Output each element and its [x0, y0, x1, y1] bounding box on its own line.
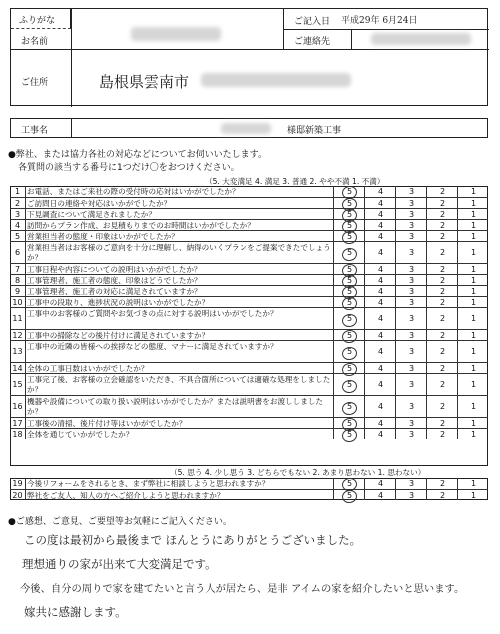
question-row: [10, 307, 488, 329]
question-text: お電話、またはご来社の際の受付時の応対はいかがでしたか？: [27, 187, 240, 196]
contact-redacted: [371, 33, 471, 45]
question-row: [10, 285, 488, 296]
question-number: 12: [10, 330, 26, 340]
score-option-1[interactable]: 1: [457, 198, 489, 208]
comment-line-1: この度は最初から最後まで ほんとうにありがとうございました。: [24, 533, 362, 547]
score-option-5[interactable]: 5: [333, 308, 365, 329]
name-redacted: [131, 27, 221, 41]
score-option-3[interactable]: 3: [395, 363, 427, 373]
question-row: [10, 373, 488, 395]
score-option-2[interactable]: 2: [426, 264, 458, 274]
score-option-4[interactable]: 4: [364, 396, 396, 417]
score-option-4[interactable]: 4: [364, 242, 396, 263]
intro-line1: ●弊社、または協力各社の対応などについてお伺いいたします。: [8, 150, 267, 160]
question-number: 3: [10, 209, 26, 219]
work-value: 様邸新築工事: [287, 126, 342, 136]
score-option-4[interactable]: 4: [364, 220, 396, 230]
score-option-1[interactable]: 1: [457, 429, 489, 439]
score-option-5[interactable]: 5: [333, 220, 365, 230]
score-option-4[interactable]: 4: [364, 429, 396, 439]
score-option-5[interactable]: 5: [333, 341, 365, 362]
score-option-3[interactable]: 3: [395, 308, 427, 329]
work-redacted: [221, 123, 271, 134]
contact-label: ご連絡先: [294, 37, 331, 47]
question-number: 4: [10, 220, 26, 230]
question-row: [10, 241, 488, 263]
question-row: [10, 329, 488, 340]
score-option-1[interactable]: 1: [457, 374, 489, 395]
question-text: 弊社をご友人、知人の方へご紹介しようと思われますか？: [27, 491, 225, 500]
question-row: [10, 219, 488, 230]
question-number: 2: [10, 198, 26, 208]
score-option-1[interactable]: 1: [457, 363, 489, 373]
score-option-5[interactable]: 5: [333, 198, 365, 208]
score-option-1[interactable]: 1: [457, 478, 489, 489]
score-option-1[interactable]: 1: [457, 264, 489, 274]
comments-heading: ●ご感想、ご意見、ご要望等お気軽にご記入ください。: [8, 517, 232, 527]
score-option-2[interactable]: 2: [426, 429, 458, 439]
score-option-5[interactable]: 5: [333, 363, 365, 373]
score-option-2[interactable]: 2: [426, 198, 458, 208]
score-option-2[interactable]: 2: [426, 308, 458, 329]
score-option-2[interactable]: 2: [426, 275, 458, 285]
question-text: 工事中の掃除などの後片付けに満足されていますか？: [27, 331, 210, 340]
score-option-5[interactable]: 5: [333, 242, 365, 263]
score-option-2[interactable]: 2: [426, 209, 458, 219]
score-option-1[interactable]: 1: [457, 418, 489, 428]
question-row: [10, 186, 488, 197]
score-option-5[interactable]: 5: [333, 429, 365, 439]
question-row: [10, 417, 488, 428]
scale-legend-2: （5. 思う 4. 少し思う 3. どちらでもない 2. あまり思わない 1. 思わない）: [170, 468, 426, 477]
question-number: 1: [10, 186, 26, 197]
score-option-2[interactable]: 2: [426, 478, 458, 489]
question-text: 工事後の清掃、後片付け等はいかがでしたか？: [27, 419, 187, 428]
score-option-1[interactable]: 1: [457, 396, 489, 417]
score-option-5[interactable]: 5: [333, 264, 365, 274]
score-option-3[interactable]: 3: [395, 374, 427, 395]
score-option-2[interactable]: 2: [426, 330, 458, 340]
question-number: 10: [10, 297, 26, 307]
score-option-3[interactable]: 3: [395, 297, 427, 307]
score-option-5[interactable]: 5: [333, 330, 365, 340]
score-option-4[interactable]: 4: [364, 275, 396, 285]
scale-legend-1: （5. 大変満足 4. 満足 3. 普通 2. やや不満 1. 不満）: [205, 177, 385, 186]
score-option-4[interactable]: 4: [364, 286, 396, 296]
question-row: [10, 428, 488, 439]
question-number: 13: [10, 341, 26, 362]
question-text: 全体の工事日数はいかがでしたか？: [27, 364, 149, 373]
question-number: 5: [10, 231, 26, 241]
score-option-2[interactable]: 2: [426, 363, 458, 373]
question-text: 営業担当者の態度・印象はいかがでしたか？: [27, 232, 179, 241]
score-option-5[interactable]: 5: [333, 418, 365, 428]
score-option-2[interactable]: 2: [426, 231, 458, 241]
question-text: ご訪問日の連絡や対応はいかがでしたか？: [27, 199, 172, 208]
score-option-2[interactable]: 2: [426, 396, 458, 417]
question-row: [10, 197, 488, 208]
score-option-3[interactable]: 3: [395, 396, 427, 417]
question-number: 14: [10, 363, 26, 373]
intro-line2: 各質問の該当する番号に1つだけ〇をおつけください。: [18, 163, 240, 173]
score-option-4[interactable]: 4: [364, 363, 396, 373]
score-option-4[interactable]: 4: [364, 231, 396, 241]
score-option-4[interactable]: 4: [364, 297, 396, 307]
score-option-1[interactable]: 1: [457, 186, 489, 197]
score-option-5[interactable]: 5: [333, 297, 365, 307]
score-option-4[interactable]: 4: [364, 264, 396, 274]
comment-line-4: 嫁共に感謝します。: [24, 605, 127, 619]
question-row: [10, 395, 488, 417]
question-text: 今後リフォームをされるとき、まず弊社に相談しようと思われますか？: [27, 479, 270, 488]
question-text: 機器や設備についての取り扱い説明はいかがでしたか？または説明書をお渡ししましたか？: [27, 397, 323, 416]
question-row: [10, 230, 488, 241]
score-option-1[interactable]: 1: [457, 209, 489, 219]
score-option-3[interactable]: 3: [395, 478, 427, 489]
question-row: [10, 274, 488, 285]
score-option-3[interactable]: 3: [395, 209, 427, 219]
question-number: 15: [10, 374, 26, 395]
question-row: [10, 263, 488, 274]
question-row: [10, 489, 488, 500]
work-label: 工事名: [21, 126, 49, 136]
score-option-2[interactable]: 2: [426, 286, 458, 296]
score-option-1[interactable]: 1: [457, 242, 489, 263]
question-row: [10, 296, 488, 307]
address-value: 島根県雲南市: [99, 73, 190, 91]
score-option-4[interactable]: 4: [364, 374, 396, 395]
question-text: 訪問からプラン作成、お見積もりまでのお時間はいかがでしたか？: [27, 221, 255, 230]
score-option-1[interactable]: 1: [457, 231, 489, 241]
score-option-3[interactable]: 3: [395, 275, 427, 285]
score-option-5[interactable]: 5: [333, 275, 365, 285]
score-option-5[interactable]: 5: [333, 490, 365, 500]
score-option-4[interactable]: 4: [364, 209, 396, 219]
header-table: [10, 8, 488, 106]
score-option-4[interactable]: 4: [364, 186, 396, 197]
question-text: 営業担当者はお客様のご意向を十分に理解し、納得のいくプランをご提案できたでしょうか？: [27, 243, 331, 262]
question-text: 工事日程や内容についての説明はいかがでしたか？: [27, 265, 202, 274]
question-number: 18: [10, 429, 26, 439]
score-option-4[interactable]: 4: [364, 490, 396, 500]
score-option-2[interactable]: 2: [426, 374, 458, 395]
question-text: 工事中の段取り、進捗状況の説明はいかがでしたか？: [27, 298, 210, 307]
question-number: 8: [10, 275, 26, 285]
question-row: [10, 362, 488, 373]
score-option-2[interactable]: 2: [426, 186, 458, 197]
score-option-2[interactable]: 2: [426, 490, 458, 500]
question-text: 工事中のお客様のご質問やお気づきの点に対する説明はいかがでしたか？: [27, 309, 278, 318]
question-number: 17: [10, 418, 26, 428]
score-option-5[interactable]: 5: [333, 478, 365, 489]
address-label: ご住所: [21, 78, 49, 88]
question-text: 工事完了後、お客様の立会確認をいただき、不具合箇所については適確な処理をしましたか？: [27, 375, 331, 394]
question-number: 19: [10, 478, 26, 489]
score-option-4[interactable]: 4: [364, 478, 396, 489]
question-text: 下見調査について満足されましたか？: [27, 210, 156, 219]
score-option-2[interactable]: 2: [426, 242, 458, 263]
score-option-1[interactable]: 1: [457, 490, 489, 500]
question-row: [10, 478, 488, 489]
question-text: 全体を通じていかがでしたか？: [27, 430, 134, 439]
score-option-1[interactable]: 1: [457, 286, 489, 296]
score-option-3[interactable]: 3: [395, 231, 427, 241]
score-option-3[interactable]: 3: [395, 490, 427, 500]
question-number: 20: [10, 490, 26, 500]
score-option-5[interactable]: 5: [333, 209, 365, 219]
score-option-4[interactable]: 4: [364, 418, 396, 428]
date-value: 平成29年 6月24日: [341, 16, 418, 26]
question-number: 16: [10, 396, 26, 417]
score-option-3[interactable]: 3: [395, 220, 427, 230]
address-redacted: [201, 73, 351, 87]
score-option-1[interactable]: 1: [457, 330, 489, 340]
score-option-1[interactable]: 1: [457, 308, 489, 329]
score-option-2[interactable]: 2: [426, 418, 458, 428]
score-option-1[interactable]: 1: [457, 220, 489, 230]
comment-line-3: 今後、自分の周りで家を建てたいと言う人が居たら、是非 アイムの家を紹介したいと思います。: [20, 583, 465, 595]
question-number: 7: [10, 264, 26, 274]
furigana-label: ふりがな: [19, 16, 56, 26]
score-option-3[interactable]: 3: [395, 330, 427, 340]
question-text: 工事中の近隣の皆様への挨拶などの態度、マナーに満足されていますか？: [27, 342, 278, 351]
score-option-5[interactable]: 5: [333, 396, 365, 417]
work-name-table: [10, 118, 488, 138]
score-option-3[interactable]: 3: [395, 429, 427, 439]
question-text: 工事管理者、施工者の態度、印象はどうでしたか？: [27, 276, 202, 285]
question-number: 11: [10, 308, 26, 329]
question-row: [10, 208, 488, 219]
question-number: 6: [10, 242, 26, 263]
comment-line-2: 理想通りの家が出来て大変満足です。: [22, 557, 217, 571]
score-option-4[interactable]: 4: [364, 198, 396, 208]
score-option-1[interactable]: 1: [457, 275, 489, 285]
question-number: 9: [10, 286, 26, 296]
score-option-4[interactable]: 4: [364, 330, 396, 340]
score-option-5[interactable]: 5: [333, 374, 365, 395]
question-text: 工事管理者、施工者の対応に満足されていますか？: [27, 287, 202, 296]
score-option-1[interactable]: 1: [457, 341, 489, 362]
score-option-3[interactable]: 3: [395, 286, 427, 296]
score-option-5[interactable]: 5: [333, 231, 365, 241]
date-label: ご記入日: [294, 17, 331, 27]
name-label: お名前: [21, 37, 49, 47]
score-option-3[interactable]: 3: [395, 198, 427, 208]
score-option-2[interactable]: 2: [426, 220, 458, 230]
question-row: [10, 340, 488, 362]
score-option-4[interactable]: 4: [364, 308, 396, 329]
score-option-3[interactable]: 3: [395, 264, 427, 274]
score-option-3[interactable]: 3: [395, 242, 427, 263]
score-option-3[interactable]: 3: [395, 418, 427, 428]
score-option-1[interactable]: 1: [457, 297, 489, 307]
score-option-5[interactable]: 5: [333, 286, 365, 296]
score-option-3[interactable]: 3: [395, 186, 427, 197]
score-option-3[interactable]: 3: [395, 341, 427, 362]
score-option-5[interactable]: 5: [333, 186, 365, 197]
score-option-2[interactable]: 2: [426, 341, 458, 362]
score-option-2[interactable]: 2: [426, 297, 458, 307]
score-option-4[interactable]: 4: [364, 341, 396, 362]
